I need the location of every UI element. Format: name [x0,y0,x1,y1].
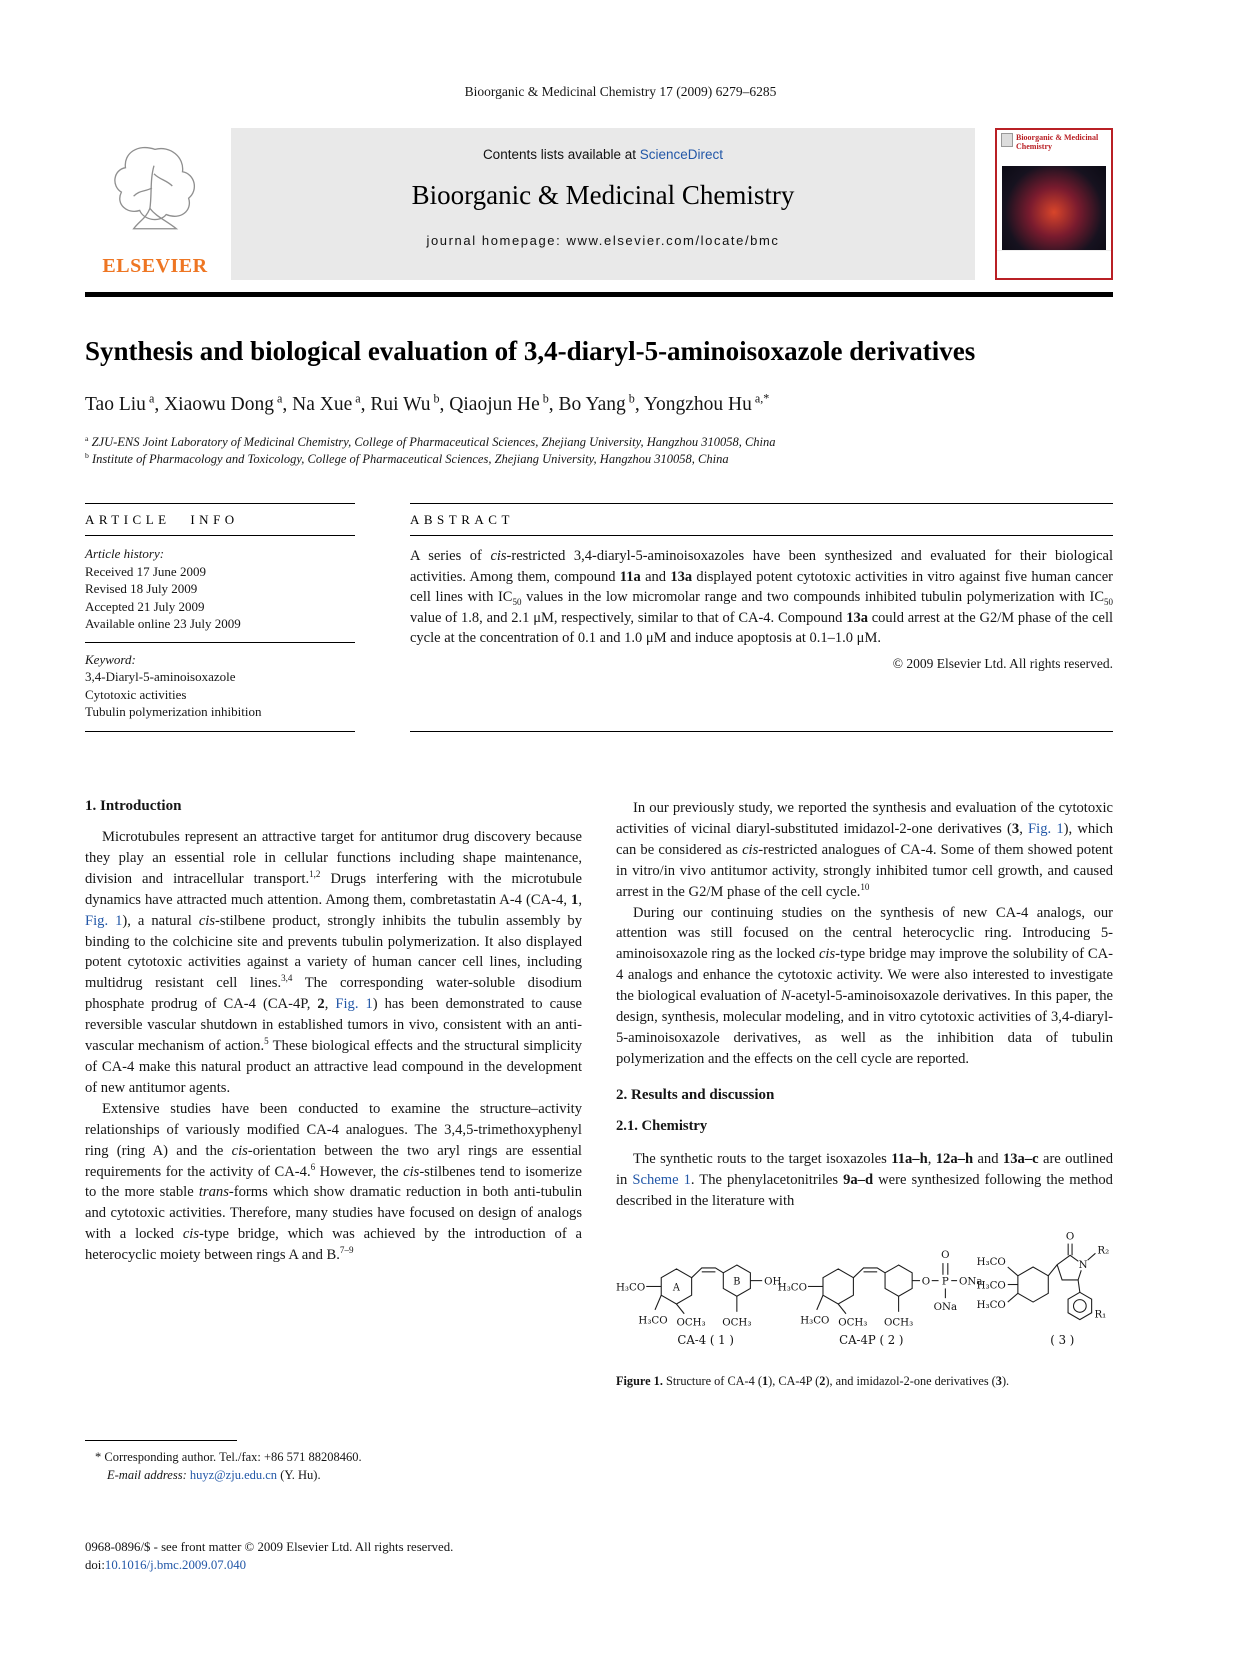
footnote-divider-rule [85,1440,237,1441]
article-history-label: Article history: [85,546,165,561]
body-column-right [616,798,1113,1548]
abstract-header: ABSTRACT [410,504,1113,536]
fig1-label-och3: OCH₃ [722,1316,752,1328]
fig1-label-h3co: H₃CO [976,1256,1006,1268]
history-received: Received 17 June 2009 [85,563,206,579]
fig1-label-och3: OCH₃ [676,1316,706,1328]
keyword-item: Tubulin polymerization inhibition [85,704,262,719]
elsevier-logo [85,128,225,280]
abstract-panel [410,503,1113,732]
fig1-label-n: N [1078,1259,1088,1271]
contents-available-line [231,128,975,162]
doi-link[interactable]: 10.1016/j.bmc.2009.07.040 [104,1558,247,1572]
ring-phenyl-3 [1068,1292,1092,1319]
footnotes [85,1440,582,1484]
ring-a-2 [823,1268,853,1303]
section-2-heading: 2. Results and discussion [616,1086,775,1103]
affiliation-b: $^b$ Institute of Pharmacology and Toxicology, College of Pharmaceutical Sciences, Zhejiang University, Hangzhou 310058, China [85,450,729,466]
cover-logo-icon [1001,133,1013,147]
scheme1-reference-link[interactable]: Scheme 1 [632,1171,691,1188]
fig1-label-oh: OH [764,1276,782,1288]
corresponding-author-note: * Corresponding author. Tel./fax: +86 571 88208460. [95,1450,362,1464]
footer-issn-line: 0968-0896/$ - see front matter © 2009 Elsevier Ltd. All rights reserved. [85,1540,454,1554]
continuing-studies-paragraph: During our continuing studies on the synthesis of new CA-4 analogs, our attention was still focused on the central heterocyclic ring. Introducing 5-aminoisoxazole ring as the locked cis-type bridge may improve the solubility of CA-4 analogs and enhance the cytotoxic activity. We were also interested to investigate the biological evaluation of N-acetyl-5-aminoisoxazole derivatives. In this paper, the design, synthesis, molecular modeling, and in vitro cytotoxic activities of 3,4-diaryl-5-aminoisoxazole derivatives, as well as the inhibition data of tubulin polymerization and the effects on the cell cycle are reported. [616,904,1113,1067]
article-info-body [85,536,355,731]
abstract-text: A series of cis-restricted 3,4-diaryl-5-aminoisoxazoles have been synthesized and evaluated for their biological activities. Among them, compound 11a and 13a displayed potent cytotoxic activities in vitro against five human cancer cell lines with $IC_{50}$ values in the low micromolar range and two compounds inhibited tubulin polymerization with $IC_{50}$ value of 1.8, and 2.1 μM, respectively, similar to that of CA-4. Compound 13a could arrest at the G2/M phase of the cell cycle at the concentration of 0.1 and 1.0 μM and induce apoptosis at 0.1–1.0 μM. [410,548,1114,647]
fig1-label-h3co: H₃CO [638,1314,668,1326]
contents-available-text: Contents lists available at [482,147,640,162]
email-link[interactable]: huyz@zju.edu.cn [189,1467,278,1482]
keyword-item: Cytotoxic activities [85,686,187,702]
fig1-label-h3co: H₃CO [976,1299,1006,1311]
article-title: Synthesis and biological evaluation of 3,4-diaryl-5-aminoisoxazole derivatives [85,336,976,366]
fig1-label-h3co: H₃CO [777,1281,808,1293]
journal-cover-thumbnail [995,128,1113,280]
masthead-panel [231,128,975,280]
ring-trimethoxyphenyl-3 [1018,1266,1048,1301]
affiliation-a: $^a$ ZJU-ENS Joint Laboratory of Medicinal Chemistry, College of Pharmaceutical Sciences, Zhejiang University, Hangzhou 310058, China [85,433,776,449]
fig1-label-o: O [921,1276,931,1288]
fig1-structure3-name: ( 3 ) [1050,1332,1075,1347]
keyword-label: Keyword: [85,651,136,667]
fig1-reference-link[interactable]: Fig. 1 [1028,820,1064,837]
fig1-structure1-name: CA-4 ( 1 ) [677,1332,734,1347]
sciencedirect-link[interactable]: ScienceDirect [639,147,724,162]
fig1-label-ona: ONa [959,1276,983,1288]
masthead-divider-rule [85,292,1113,297]
fig1-label-och3: OCH₃ [838,1316,868,1328]
section-2-1-heading: 2.1. Chemistry [616,1117,708,1134]
fig1-label-ona: ONa [933,1301,958,1313]
previous-study-paragraph: In our previously study, we reported the synthesis and evaluation of the cytotoxic activities of vicinal diaryl-substituted imidazol-2-one derivatives (3, Fig. 1), which can be considered as cis-restricted analogues of CA-4. Some of them showed potent in vitro/in vivo antitumor activity, strongly inhibited tumor cell growth, and caused arrest in the G2/M phase of the cell cycle.$^{10}$ [616,800,1113,900]
fig1-reference-link[interactable]: Fig. 1 [85,912,123,929]
section-1-heading: 1. Introduction [85,798,182,814]
masthead [85,128,1113,280]
masthead-journal-title: Bioorganic & Medicinal Chemistry [411,180,795,210]
history-accepted: Accepted 21 July 2009 [85,598,205,614]
article-info-panel [85,503,355,732]
fig1-label-och3: OCH₃ [883,1316,914,1328]
article-info-abstract-section [85,503,1113,732]
fig1-label-r2: R₂ [1097,1244,1110,1256]
body-column-left [85,798,582,1434]
abstract-copyright: © 2009 Elsevier Ltd. All rights reserved. [892,655,1113,671]
elsevier-tree-icon [99,134,211,238]
email-note: E-mail address: huyz@zju.edu.cn (Y. Hu). [107,1467,321,1482]
fig1-label-p: P [941,1276,949,1288]
journal-citation: Bioorganic & Medicinal Chemistry 17 (2009) 6279–6285 [464,84,777,99]
fig1-label-o: O [1065,1231,1075,1243]
ring-b-2 [885,1265,912,1296]
fig1-ring-b-label: B [733,1276,741,1288]
fig1-label-h3co: H₃CO [616,1281,646,1293]
intro-paragraph-2: Extensive studies have been conducted to examine the structure–activity relationships of variously modified CA-4 analogues. The 3,4,5-trimethoxyphenyl ring (ring A) and the cis-orientation between the two aryl rings are essential requirements for the activity of CA-4.$^6$ However, the cis-stilbenes tend to isomerize to the more stable trans-forms which show dramatic reduction in both anti-tubulin and cytotoxic activities. Therefore, many studies have focused on design of analogs with a locked cis-type bridge, which was achieved by the introduction of a heterocyclic moiety between rings A and B.$^{7-9}$ [85,1100,582,1264]
fig1-label-h3co: H₃CO [800,1314,830,1326]
figure1-caption: Figure 1. Structure of CA-4 (1), CA-4P (2), and imidazol-2-one derivatives (3). [616,1374,1010,1389]
author-list: Tao Liu $^a$, Xiaowu Dong $^a$, Na Xue $^a$, Rui Wu $^b$, Qiaojun He $^b$, Bo Yang $^b$, Yongzhou Hu $^{a,*}$ [85,391,770,415]
figure1 [616,1228,1113,1390]
cover-header [997,130,1111,166]
keyword-item: 3,4-Diaryl-5-aminoisoxazole [85,669,236,684]
fig1-label-o: O [941,1249,950,1261]
cover-footer [997,250,1111,270]
cover-art-image [1002,166,1106,250]
page-footer [85,1538,785,1574]
cover-title: Bioorganic & Medicinal Chemistry [1016,133,1099,151]
doi-line [85,1556,785,1574]
chemistry-paragraph: The synthetic routs to the target isoxazoles 11a–h, 12a–h and 13a–c are outlined in Scheme 1. The phenylacetonitriles 9a–d were synthesized following the method described in the literature with [616,1150,1113,1209]
journal-homepage-link[interactable]: journal homepage: www.elsevier.com/locate/bmc [426,233,780,248]
history-keyword-divider [85,642,355,643]
elsevier-wordmark: ELSEVIER [102,255,208,277]
fig1-structure2-name: CA-4P ( 2 ) [839,1332,904,1347]
intro-paragraph-1: Microtubules represent an attractive target for antitumor drug discovery because they play an essential role in cellular functions including shape maintenance, division and intracellular transport.$^{1,2}$ Drugs interfering with the microtubule dynamics have attracted much attention. Among them, combretastatin A-4 (CA-4, 1, Fig. 1), a natural cis-stilbene product, strongly inhibits the tubulin assembly by binding to the colchicine site and prevents tubulin polymerization. It also displayed potent cytotoxic activities against a variety of human cancer cell lines, including multidrug resistant cell lines.$^{3,4}$ The corresponding water-soluble disodium phosphate prodrug of CA-4 (CA-4P, 2, Fig. 1) has been demonstrated to cause reversible vascular shutdown in established tumors in vivo, consistent with an anti-vascular mechanism of action.$^5$ These biological effects and the structural simplicity of CA-4 make this natural product an attractive lead compound in the development of new antitumor agents. [85,829,582,1096]
fig1-ring-a-label: A [672,1281,680,1293]
doi-prefix: doi: [85,1558,105,1572]
fig1-label-r1: R₁ [1094,1309,1107,1321]
history-available-online: Available online 23 July 2009 [85,616,241,631]
fig1-reference-link[interactable]: Fig. 1 [335,996,373,1013]
fig1-label-h3co: H₃CO [976,1279,1006,1291]
history-revised: Revised 18 July 2009 [85,581,198,596]
figure1-structures [616,1228,1113,1357]
article-info-header: ARTICLE INFO [85,504,355,536]
affiliations [85,434,1113,468]
